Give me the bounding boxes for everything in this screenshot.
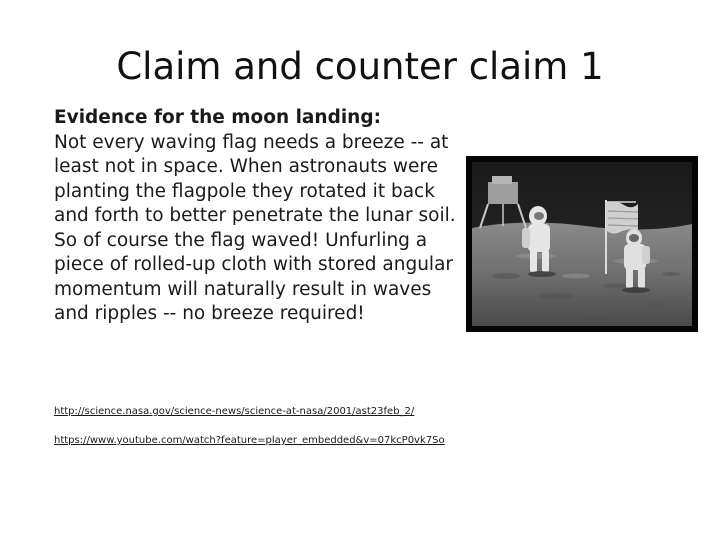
nasa-article-link[interactable]: http://science.nasa.gov/science-news/science-at-nasa/2001/ast23feb_2/: [54, 406, 415, 417]
moon-landing-photo: [466, 156, 698, 332]
evidence-heading: Evidence for the moon landing:: [54, 107, 381, 128]
slide-title: Claim and counter claim 1: [116, 45, 604, 88]
youtube-video-link[interactable]: https://www.youtube.com/watch?feature=player_embedded&v=07kcP0vk7So: [54, 435, 445, 446]
moon-landing-photo-image: [466, 156, 698, 332]
body-text: [54, 106, 464, 327]
evidence-paragraph: Not every waving flag needs a breeze -- at least not in space. When astronauts were planting the flagpole they rotated it back and forth to better penetrate the lunar soil. So of course the flag waved! Unfurling a piece of rolled-up cloth with stored angular momentum will naturally result in waves and ripples -- no breeze required!: [54, 131, 456, 324]
